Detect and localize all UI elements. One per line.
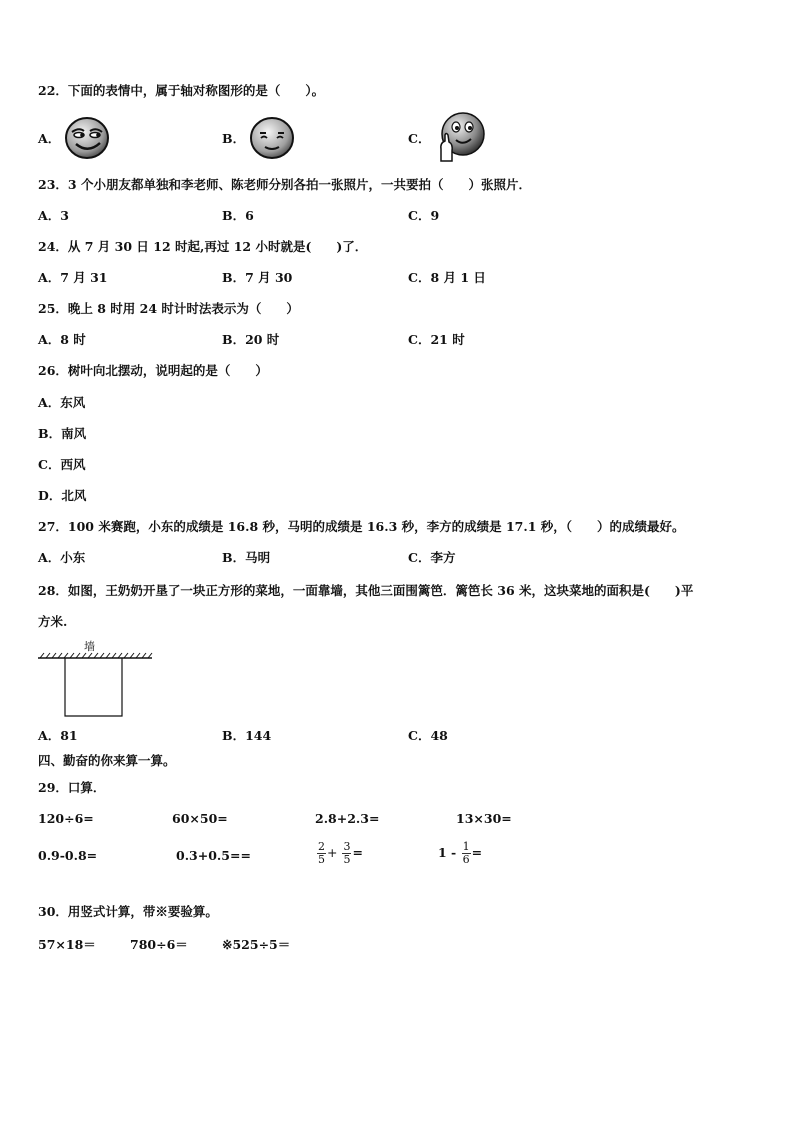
vertical-calc-item: ※525÷5＝ xyxy=(222,937,291,952)
equals-sign: = xyxy=(352,845,363,860)
numerator: 2 xyxy=(318,840,325,853)
denominator: 5 xyxy=(343,853,351,866)
q22-option-a: A． xyxy=(38,131,61,146)
calc-item: 2.8+2.3= xyxy=(315,811,380,826)
calc-item: 0.3+0.5== xyxy=(176,848,251,863)
q25-option-c: C．21 时 xyxy=(408,332,465,347)
smiling-eyes-closed-face-icon xyxy=(249,116,295,160)
calc-item: 0.9-0.8= xyxy=(38,848,98,863)
q24-option-c: C．8 月 1 日 xyxy=(408,270,486,285)
q27-option-a: A．小东 xyxy=(38,550,86,565)
q26-option-d: D．北风 xyxy=(38,488,87,503)
question-27: 27．100 米赛跑，小东的成绩是 16.8 秒，马明的成绩是 16.3 秒，李方的成绩是 17.1 秒，（ ）的成绩最好。 xyxy=(38,519,685,534)
q22-option-c: C． xyxy=(408,131,431,146)
section-4-title: 四、勤奋的你来算一算。 xyxy=(38,753,176,768)
calc-item: 60×50= xyxy=(172,811,228,826)
q23-option-b: B．6 xyxy=(222,208,254,223)
q25-option-a: A．8 时 xyxy=(38,332,86,347)
fraction-expression-2 xyxy=(438,841,482,866)
fraction-expression-1 xyxy=(316,841,363,866)
vertical-calc-item: 780÷6＝ xyxy=(130,937,188,952)
q26-option-b: B．南风 xyxy=(38,426,87,441)
calc-item: 120÷6= xyxy=(38,811,94,826)
fraction xyxy=(342,841,351,866)
question-29: 29．口算． xyxy=(38,780,106,795)
question-23: 23．3 个小朋友都单独和李老师、陈老师分别各拍一张照片，一共要拍（ ）张照片． xyxy=(38,177,531,192)
question-28-line1: 28．如图，王奶奶开垦了一块正方形的菜地，一面靠墙，其他三面围篱笆．篱笆长 36 米，这块菜地的面积是( )平 xyxy=(38,583,694,598)
question-22: 22．下面的表情中，属于轴对称图形的是（ ）。 xyxy=(38,83,325,98)
numerator: 1 xyxy=(462,840,470,853)
plus-sign: + xyxy=(327,845,338,860)
minuend: 1 - xyxy=(438,845,457,860)
q28-option-b: B．144 xyxy=(222,728,272,743)
fraction xyxy=(317,841,326,866)
q26-option-a: A．东风 xyxy=(38,395,86,410)
q25-option-b: B．20 时 xyxy=(222,332,280,347)
q28-option-c: C．48 xyxy=(408,728,448,743)
denominator: 5 xyxy=(318,853,325,866)
q26-option-c: C．西风 xyxy=(38,457,86,472)
q24-option-a: A．7 月 31 xyxy=(38,270,108,285)
q28-option-a: A．81 xyxy=(38,728,78,743)
q22-option-b: B． xyxy=(222,131,246,146)
calc-item: 13×30= xyxy=(456,811,512,826)
numerator: 3 xyxy=(343,840,351,853)
wall-label: 墙 xyxy=(84,640,95,653)
q23-option-a: A．3 xyxy=(38,208,69,223)
q24-option-b: B．7 月 30 xyxy=(222,270,293,285)
q27-option-c: C．李方 xyxy=(408,550,456,565)
equals-sign: = xyxy=(471,845,483,860)
fraction xyxy=(462,841,471,866)
face-with-hand-icon xyxy=(436,111,486,163)
q27-option-b: B．马明 xyxy=(222,550,271,565)
question-30: 30．用竖式计算，带※要验算。 xyxy=(38,904,218,919)
question-25: 25．晚上 8 时用 24 时计时法表示为（ ） xyxy=(38,301,299,316)
garden-diagram xyxy=(36,650,156,720)
question-26: 26．树叶向北摆动，说明起的是（ ） xyxy=(38,363,268,378)
question-24: 24．从 7 月 30 日 12 时起,再过 12 小时就是( )了． xyxy=(38,239,368,254)
vertical-calc-item: 57×18＝ xyxy=(38,937,96,952)
q23-option-c: C．9 xyxy=(408,208,440,223)
denominator: 6 xyxy=(462,853,470,866)
question-28-line2: 方米. xyxy=(38,614,68,629)
smirk-face-icon xyxy=(64,116,110,160)
